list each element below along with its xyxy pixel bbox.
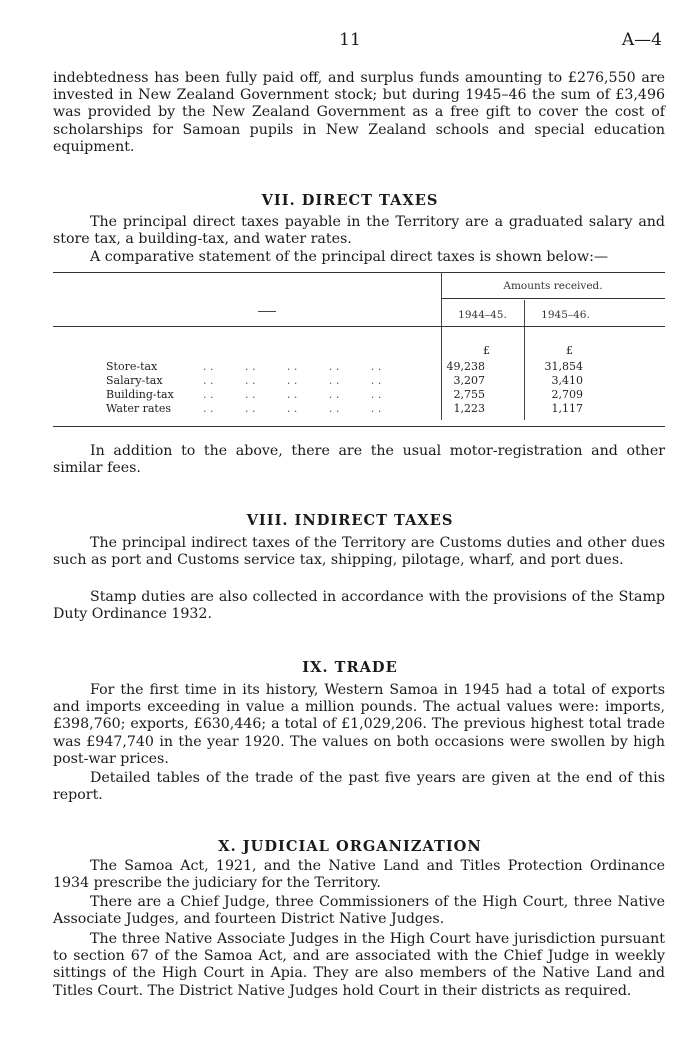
section-heading-trade: IX. TRADE — [302, 659, 398, 676]
row-value-1944-45: 2,755 — [453, 388, 485, 401]
row-label: Water rates — [106, 402, 171, 415]
row-value-1945-46: 1,117 — [551, 402, 583, 415]
table-col1-unit: £ — [483, 344, 490, 357]
judicial-paragraph-2: There are a Chief Judge, three Commissioners of the High Court, three Native Associate Judges, and fourteen District Native Judges. — [53, 894, 665, 928]
row-value-1944-45: 3,207 — [453, 374, 485, 387]
row-label: Salary-tax — [106, 374, 163, 387]
trade-paragraph-2: Detailed tables of the trade of the past five years are given at the end of this report. — [53, 770, 665, 804]
table-group-header: Amounts received. — [503, 280, 603, 292]
table-col2-unit: £ — [566, 344, 573, 357]
table-top-rule — [53, 272, 665, 273]
document-code: A—4 — [621, 30, 662, 50]
row-leader-dots: . . . . . . . . . . — [203, 374, 382, 387]
section-heading-judicial-organization: X. JUDICIAL ORGANIZATION — [218, 838, 482, 855]
row-label: Building-tax — [106, 388, 174, 401]
section-heading-direct-taxes: VII. DIRECT TAXES — [261, 192, 439, 209]
judicial-paragraph-3: The three Native Associate Judges in the High Court have jurisdiction pursuant to section 67 of the Samoa Act, and are associated with the Chief Judge in weekly sittings of the High Court in Apia. They are also members of the Native Land and Titles Court. The District Native Judges hold Court in their districts as required. — [53, 931, 665, 999]
indirect-taxes-paragraph-1: The principal indirect taxes of the Territory are Customs duties and other dues such as port and Customs service tax, shipping, pilotage, wharf, and port dues. — [53, 535, 665, 569]
table-header-rule — [53, 326, 665, 327]
table-col1-header: 1944–45. — [458, 309, 507, 321]
intro-paragraph: indebtedness has been fully paid off, and surplus funds amounting to £276,550 are invested in New Zealand Government stock; but during 1945–46 the sum of £3,496 was provided by the New Zealand Government as a free gift to cover the cost of scholarships for Samoan pupils in New Zealand schools and special education equipment. — [53, 70, 665, 155]
row-leader-dots: . . . . . . . . . . — [203, 388, 382, 401]
row-value-1944-45: 1,223 — [453, 402, 485, 415]
row-leader-dots: . . . . . . . . . . — [203, 402, 382, 415]
row-value-1945-46: 31,854 — [544, 360, 583, 373]
direct-taxes-paragraph-3: In addition to the above, there are the usual motor-registration and other similar fees. — [53, 443, 665, 477]
judicial-paragraph-1: The Samoa Act, 1921, and the Native Land and Titles Protection Ordinance 1934 prescribe the judiciary for the Territory. — [53, 858, 665, 892]
row-value-1945-46: 3,410 — [551, 374, 583, 387]
row-leader-dots: . . . . . . . . . . — [203, 360, 382, 373]
page-number: 11 — [339, 30, 361, 50]
table-col2-header: 1945–46. — [541, 309, 590, 321]
indirect-taxes-paragraph-2: Stamp duties are also collected in accordance with the provisions of the Stamp Duty Ordinance 1932. — [53, 589, 665, 623]
row-label: Store-tax — [106, 360, 158, 373]
section-heading-indirect-taxes: VIII. INDIRECT TAXES — [246, 512, 454, 529]
table-group-rule — [441, 298, 665, 299]
row-value-1944-45: 49,238 — [446, 360, 485, 373]
table-stub-header — [258, 311, 276, 312]
trade-paragraph-1: For the first time in its history, Western Samoa in 1945 had a total of exports and imports exceeding in value a million pounds. The actual values were: imports, £398,760; exports, £630,446; a total of £1,029,206. The previous highest total trade was £947,740 in the year 1920. The values on both occasions were swollen by high post-war prices. — [53, 682, 665, 767]
row-value-1945-46: 2,709 — [551, 388, 583, 401]
direct-taxes-paragraph-1: The principal direct taxes payable in the Territory are a graduated salary and store tax, a building-tax, and water rates. — [53, 214, 665, 248]
direct-taxes-table — [53, 272, 665, 442]
table-bottom-rule — [53, 426, 665, 427]
direct-taxes-paragraph-2: A comparative statement of the principal direct taxes is shown below:— — [90, 249, 609, 265]
